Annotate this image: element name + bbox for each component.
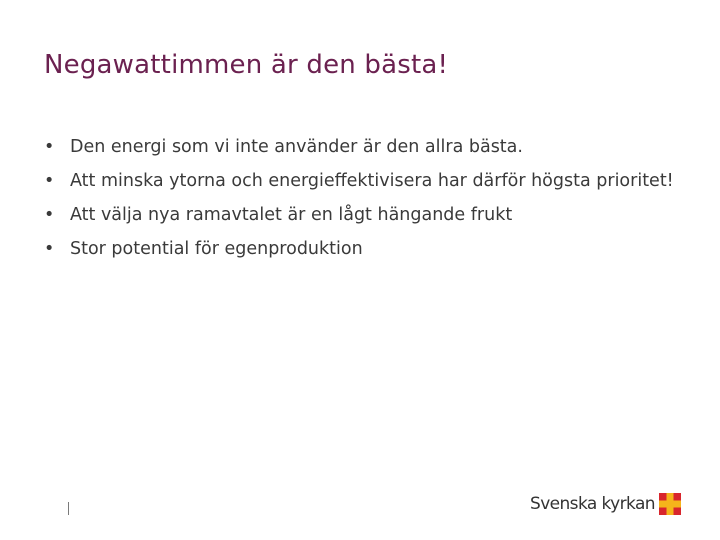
- bullet-dot: •: [44, 239, 55, 259]
- bullet-text: Att minska ytorna och energieffektivisera har därför högsta prioritet!: [70, 171, 674, 191]
- bullet-dot: •: [44, 171, 55, 191]
- bullet-item: [44, 202, 684, 228]
- bullet-item: [44, 168, 684, 194]
- svenska-kyrkan-logo: [530, 490, 681, 518]
- logo-text: Svenska kyrkan: [530, 494, 655, 514]
- slide-title: Negawattimmen är den bästa!: [44, 50, 449, 80]
- page-marker: [68, 502, 69, 515]
- bullet-dot: •: [44, 137, 55, 157]
- bullet-dot: •: [44, 205, 55, 225]
- bullet-item: [44, 134, 684, 160]
- bullet-list: [44, 134, 684, 270]
- bullet-text: Att välja nya ramavtalet är en lågt hängande frukt: [70, 205, 513, 225]
- cross-icon: [659, 493, 681, 515]
- bullet-text: Den energi som vi inte använder är den allra bästa.: [70, 137, 523, 157]
- bullet-item: [44, 236, 684, 262]
- bullet-text: Stor potential för egenproduktion: [70, 239, 363, 259]
